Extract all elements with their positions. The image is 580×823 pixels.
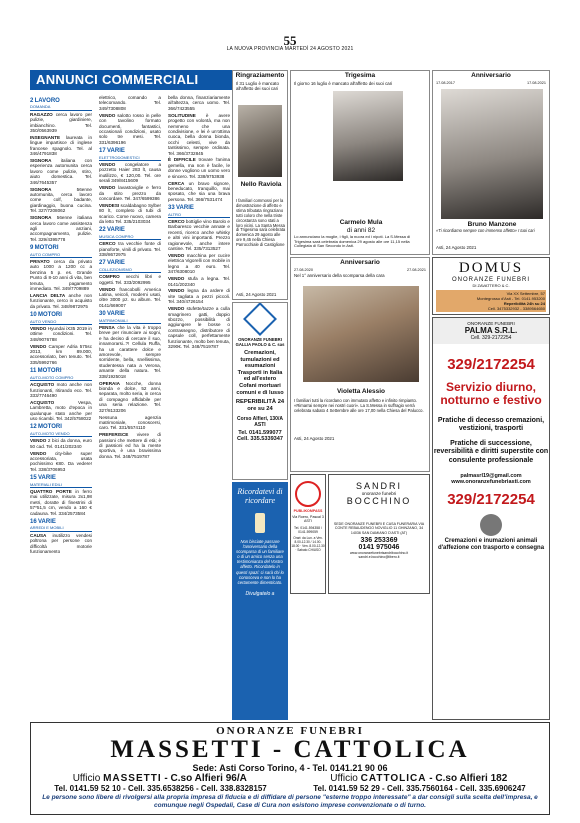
classified-ad xyxy=(30,135,92,157)
ricordatevi-footer: Divulgatelo a xyxy=(245,590,275,597)
obituaries-area xyxy=(232,70,550,720)
gallia-availability: REPERIBILITÀ 24 ore su 24 xyxy=(235,399,285,413)
ricordatevi-title: Ricordatevi di ricordare xyxy=(237,487,283,505)
obituary-header: Anniversario xyxy=(340,259,380,266)
category-name: VARIE xyxy=(37,475,56,482)
ad-text: macchina per cucire elettrica Vigorelli con mobile in legno a 40 euro. Tel. 347/6308010 xyxy=(168,252,231,275)
ad-keyword: VENDO xyxy=(168,252,185,258)
obituary-body: Lo annunciano la moglie, i figli, la nuora ed i nipoti. La S.Messa di Trigesima sarà celebrata domenica 29 agosto alle ore 11,15 nella Collegiata di San Secondo in Asti. xyxy=(294,234,411,249)
ad-keyword: VENDO xyxy=(30,450,47,456)
domus-address-2: Montegrosso d'Asti - Tel. 0141.953200 xyxy=(476,296,545,301)
ad-keyword: VENDO xyxy=(99,161,116,167)
classified-ad xyxy=(99,415,161,431)
classified-ad xyxy=(30,489,92,516)
ad-text: cerca da privato auto 1000 a 1200 cc a benzina 5 p. es. Grande Punto di 8-10 anni di vita, ben tenuta, pagamento immediato. Tel. 349/7709889 xyxy=(30,258,93,291)
anniversary-date-to: 27.08.2021 xyxy=(406,268,426,272)
ad-text: un bravo signore, beneducato, tranquillo, mai sposato, che sia una brava persona. Tel. 366/7531474 xyxy=(168,180,231,202)
ad-keyword: CAUSA xyxy=(30,532,47,538)
ad-keyword: VENDESI xyxy=(99,202,120,208)
obituary-date: Asti, 24 Agosto 2021 xyxy=(294,436,335,441)
ad-keyword: LANCIA DELTA xyxy=(30,292,66,298)
office-cattolica: Ufficio CATTOLICA - C.so Alfieri 182 xyxy=(330,773,508,784)
ad-category xyxy=(30,312,92,325)
domus-availability: Reperibilità 24h su 24 xyxy=(503,301,545,306)
classified-ad xyxy=(30,344,92,366)
section-banner: ANNUNCI COMMERCIALI xyxy=(30,70,232,90)
ad-text: vivere di passioni che mettere di età; è di passioni ed ha la mente sportiva, è una bravissima donna. Tel. 348/7519787 xyxy=(99,432,161,459)
category-number: 27 xyxy=(99,260,106,267)
palma-email: palmasrl19@gmail.com xyxy=(460,473,522,480)
ad-text: tra vecchie fonte di pianoforte, vinili di privato. Tel. 338/8672975 xyxy=(99,241,161,258)
classified-ad xyxy=(30,112,92,134)
ad-category xyxy=(168,205,230,218)
ad-keyword: PENSA xyxy=(99,325,115,331)
ad-text: è avere progetto con volontà, ma non nemmeno che una condivisione, e lei è un'ottima cuoca, bella donna bionda, occhi celesti, vive da tantissimo, sempre ordinata. Tel. 366/3732845 xyxy=(168,112,230,156)
category-number: 22 xyxy=(99,227,106,234)
ad-keyword: ACQUISTO xyxy=(30,399,55,405)
classified-ad xyxy=(30,451,92,473)
category-number: 30 xyxy=(99,311,106,318)
obituary-intro: Il giorno 16 luglio è mancato all'affetto dei suoi cari xyxy=(294,81,393,86)
ad-text: Camper Adria 575sc 2013, km 89.000, accessoriato, ben tenuto. Tel. 335/5992766 xyxy=(30,343,92,365)
portrait-photo xyxy=(441,89,543,219)
ad-text: elettrico, comando a telecomando. Tel. 349/7308808 xyxy=(99,95,161,111)
palma-website: www.onoranzefunebriasti.com xyxy=(451,479,531,486)
sandri-name-2: BOCCHINO xyxy=(346,496,412,506)
ad-text: bella donna, finanziariamente all'altezza, cerca uomo. Tel. 366/7423555 xyxy=(168,95,230,111)
sandri-office: SEDE ONORANZE FUNEBRI E CASA FUNERARIA VIA CONTE REBAUDENGO NOVIGLIO 11 GHINZANO, 34 14036 SAN DAMIANO D'ASTI (AT) xyxy=(333,522,425,535)
ad-keyword: ACQUISTO xyxy=(30,382,55,388)
ad-keyword: VENDO xyxy=(168,276,185,282)
publikompass-ad xyxy=(290,474,326,594)
sandri-email: sandri.e.bocchino@libero.it xyxy=(358,555,400,560)
publikompass-brand: PUBLIKOMPASS xyxy=(293,509,323,513)
ad-keyword: VENDO xyxy=(30,438,47,444)
category-sub: MATRIMONIALI xyxy=(99,318,161,324)
ad-text: italiana con esperienza automunita cerca lavoro come pulizie, stiro, aiuto domestica. Tel. 346/7645357 xyxy=(30,158,92,185)
portrait-photo xyxy=(333,91,403,181)
category-name: MOTORI xyxy=(34,245,59,252)
gallia-name: ONORANZE FUNEBRI GALLIA PAOLO & C. sas xyxy=(235,337,285,347)
classified-ad xyxy=(99,325,161,379)
classified-ad xyxy=(168,113,230,156)
category-number: 10 xyxy=(30,312,37,319)
ad-category xyxy=(99,260,161,273)
domus-subtitle-2: DI ZAVATTERO & C. xyxy=(472,283,510,288)
obituary-name: Carmelo Mula xyxy=(339,219,383,226)
ad-keyword: VENDO xyxy=(99,185,116,191)
sandri-bocchino-ad xyxy=(328,474,430,594)
category-sub: COLLEZIONISMO xyxy=(99,267,161,273)
ad-category xyxy=(30,424,92,437)
ad-keyword: SIGNORA xyxy=(30,186,52,192)
classified-ad xyxy=(99,95,161,111)
gallia-cell: Cell. 335.5339347 xyxy=(236,436,284,443)
palma-phone: 329/2172254 xyxy=(447,356,535,373)
ad-text: lavastoviglie e ferro da stiro prezzo da concordare. Tel. 347/6599386 xyxy=(99,185,162,201)
classified-ads xyxy=(30,95,230,705)
classified-ad xyxy=(168,288,230,304)
classified-ad xyxy=(168,219,230,251)
palma-cell: Cell. 329-2172254 xyxy=(470,335,512,341)
category-number: 9 xyxy=(30,245,34,252)
classified-ad xyxy=(168,95,230,111)
sandri-phone-1: 336 253369 xyxy=(360,537,398,545)
ad-keyword: PREFERISCE xyxy=(99,432,129,438)
obituary-quote: «Ti ricordiamo sempre con immenso affetto» I tuoi cari xyxy=(436,228,535,233)
obituary-header: Anniversario xyxy=(471,72,511,79)
anniversary-date-to: 17.08.2021 xyxy=(526,81,546,85)
obituary-header: Ringraziamento xyxy=(235,72,285,79)
obituary-name: Violetta Alessio xyxy=(336,388,386,395)
ad-text: cerca lavoro per pulizie, giardiniere, imbianchino. Tel. 350/0563939 xyxy=(30,111,92,134)
ad-category xyxy=(30,245,92,258)
category-number: 33 xyxy=(168,205,175,212)
category-sub: AUTO-MOTO COMPRO xyxy=(30,375,92,381)
sandri-name: SANDRI xyxy=(355,481,402,491)
gallia-logo-icon xyxy=(243,302,277,336)
classified-ad xyxy=(30,533,92,555)
classified-ad xyxy=(30,158,92,185)
ad-category xyxy=(99,311,161,324)
ad-text: stufette/tazze a culla smagrinero gatti, doppio sbozzo, possibilità di aggiungere le bosse o contrassegno, distributore di capsule coll, perfettamente funzionante, molto ben tenuta, 3290€. Tel. 348/7519787 xyxy=(168,306,230,349)
ricordatevi-ad xyxy=(232,482,288,720)
ad-keyword: VENDO xyxy=(99,112,116,118)
footer-pre: ONORANZE FUNEBRI xyxy=(216,725,364,737)
sandri-website: www.onoranzefunebrisandribocchino.it xyxy=(349,551,409,556)
category-name: VARIE xyxy=(37,519,56,526)
ad-text: in ferro mai utilizzate, misura 2x1,98 metri, doratte di finestrini di 57*51,5 cm, vendo a 160 € cadauna. Tel. 334/2573584 xyxy=(30,489,92,516)
obituary-body: I familiari tutti la ricordano con immutato affetto e infinito rimpianto. «Rimarrai sempre nei nostri cuori». La S.Messa in suffragio verrà celebrata sabato 4 Settembre alle ore 17,00 nella Chiesa del Palucco. xyxy=(294,398,424,414)
ad-keyword: RAGAZZO xyxy=(30,111,53,117)
anniversary-date-from: 17.08.2017 xyxy=(436,81,456,85)
ad-text: vecchi libri e oggetti. Tel. 333/2092995 xyxy=(99,274,161,285)
domus-subtitle: ONORANZE FUNEBRI xyxy=(451,277,530,283)
palma-ad xyxy=(432,317,550,720)
category-number: 11 xyxy=(30,368,37,375)
ad-keyword: CERCO xyxy=(99,241,116,247)
category-name: VARIE xyxy=(106,148,125,155)
footer-name: MASSETTI - CATTOLICA xyxy=(110,736,470,763)
classified-ad xyxy=(99,287,161,309)
ad-keyword: SIGNORA xyxy=(30,158,52,164)
classified-ad xyxy=(99,432,161,459)
publikompass-tel: Tel. 0141.594358 / 0141.599059 xyxy=(294,525,322,535)
gallia-tel: Tel. 0141.599077 xyxy=(238,430,282,437)
category-name: MOTORI xyxy=(37,424,62,431)
ad-text: stufa a legna. Tel. 0141/202340 xyxy=(168,276,230,287)
ad-keyword: SIGNORA xyxy=(30,215,52,221)
portrait-photo xyxy=(303,286,419,382)
classified-ad xyxy=(99,381,161,413)
massetti-cattolica-ad xyxy=(30,722,550,815)
ad-keyword: VENDO xyxy=(168,288,185,294)
gallia-services: Cremazioni, tumulazioni ed esumazioni Trasporti in Italia ed all'estero Cofani mortuari comuni e di lusso xyxy=(236,350,284,396)
category-name: MOTORI xyxy=(37,368,62,375)
classified-ad xyxy=(99,113,161,145)
office-massetti: Ufficio MASSETTI - C.so Alfieri 96/A xyxy=(72,773,247,784)
palma-pre: ONORANZE FUNEBRI xyxy=(467,321,515,326)
sandri-subtitle: onoranze funebri xyxy=(361,491,397,496)
ad-text: Nocche, donna bionda e dolce, 52 anni, separata, molto seria, in cerca di compagno affidabile per una seria relazione. Tel. 327/8133206 xyxy=(99,380,161,413)
ad-text: 2 bici da donna, euro 50 cad. Tel. 0141/202340 xyxy=(30,438,92,449)
ad-keyword: CERCO xyxy=(168,219,185,225)
page-number: 55 xyxy=(283,33,297,48)
category-name: VARIE xyxy=(106,227,125,234)
domus-cell: Cell. 3475332932 - 3389564650 xyxy=(487,306,545,311)
footer-sede: Sede: Asti Corso Torino, 4 - Tel. 0141.21 90 06 xyxy=(192,763,388,773)
ad-category xyxy=(30,475,92,488)
footer-note: Le persone sono libere di rivolgersi alla propria impresa di fiducia e di diffidare di persone "esterne troppo interessate" a dar consigli sulla scelta dell'impresa, e comunque negli Ospedali, Case di Cura non esistono imprese convenzionate o di turno. xyxy=(42,794,538,809)
category-name: VARIE xyxy=(106,260,125,267)
ad-text: anche non funzionante, cerco in acquisto da privato. Tel. 348/9872975 xyxy=(30,292,92,309)
ad-text: trovare l'anima gemella, ma non è facile, le donne vogliono un uomo vero e sincero. Tel. 338/9753938 xyxy=(168,157,230,179)
obituary-name: Nello Raviola xyxy=(240,181,282,188)
cattolica-phones: Tel. 0141.59 52 29 - Cell. 335.7560164 - Cell. 335.6906247 xyxy=(313,784,526,793)
classified-ad xyxy=(30,259,92,291)
ad-text: francobolli America Latina, veicoli, moderni usati, oltre 3000 pz. su album. Tel. 0141/669007 xyxy=(99,286,161,308)
category-name: VARIE xyxy=(106,311,125,318)
ad-text: Vespa, Lambretta, moto d'epoca in qualunque stato anche per uso ricambi. Tel. 342/5758022 xyxy=(30,399,92,422)
massetti-phones: Tel. 0141.59 52 10 - Cell. 335.6538256 - Cell. 338.8328157 xyxy=(54,784,267,793)
publikompass-hours: Orari: da Lun. a Ven. 8.00-12.30 / 14.00-18.00 · Ven. 8.00-12.30 · Sabato CHIUSO xyxy=(291,536,325,553)
portrait-photo xyxy=(238,105,282,177)
ads-column-1 xyxy=(30,95,92,556)
category-number: 15 xyxy=(30,475,37,482)
ad-text: inutilizzo vendesi poltrona per persone con difficoltà motorie funzionamento xyxy=(30,532,93,555)
publikompass-address: Via Roero, Pascal 3 ASTI xyxy=(292,515,324,524)
obituary-anniversario-1 xyxy=(432,70,550,255)
category-name: LAVORO xyxy=(34,98,60,104)
classified-ad xyxy=(30,293,92,309)
category-sub: DOMANDA xyxy=(30,104,92,110)
category-sub: ALTRO xyxy=(168,212,230,218)
ad-text: 56enne italiana cerca lavoro come assistenza agli anziani, accompagnamento, pulizie. Tel. 329/4395778 xyxy=(30,215,92,242)
ad-category xyxy=(30,519,92,532)
category-name: VARIE xyxy=(175,205,194,212)
classified-ad xyxy=(168,181,230,203)
ads-column-2 xyxy=(99,95,161,461)
classified-ad xyxy=(99,162,161,184)
ad-keyword: VENDO xyxy=(30,325,47,331)
ads-column-3 xyxy=(168,95,230,351)
ad-text: laureata in lingue impartisce di inglese francese spagnolo. Tel. al 346/4791838 xyxy=(30,134,93,157)
anniversary-date-from: 27.08.2020 xyxy=(294,268,314,272)
palma-practice-2: Pratiche di successione, reversibilità e diritti superstite con consulente professionale xyxy=(433,439,549,464)
obituary-header: Trigesima xyxy=(344,72,376,79)
ricordatevi-body: Non bisciate passare l'anniversario della scomparsa di un familiare o di un amico senza una testimonianza del Vostro affetto. Ricordatelo in questi spazi: ci sarà chi lo conosceva e non lo ha certamente dimenticato. xyxy=(236,539,284,585)
obituary-trigesima xyxy=(290,70,430,255)
classified-ad xyxy=(99,185,161,201)
category-sub: AUTO-MOTO VENDO xyxy=(30,431,92,437)
obituary-body: I familiari commossi per la dimostrazione di affetto e stima tributata ringraziano tutti coloro che nella triste circostanza sono stati a loro vicini. La Santa Messa di Trigesima sarà celebrata domenica 29 agosto alle ore 9,45 nella Chiesa Parrocchiale di Castiglione xyxy=(236,198,286,248)
palma-name: PALMA S.R.L. xyxy=(464,326,518,335)
masthead-line: LA NUOVA PROVINCIA MARTEDÌ 24 AGOSTO 2021 xyxy=(226,46,354,52)
obituary-ringraziamento xyxy=(232,70,288,300)
obituary-age: di anni 82 xyxy=(346,227,376,234)
publikompass-logo-icon xyxy=(295,481,321,507)
ad-text: Nessuna agenzia matrimoniale, conoscersi, caro. Tel. 331/5574110 xyxy=(99,414,161,431)
classified-ad xyxy=(99,203,161,225)
classified-ad xyxy=(168,276,230,287)
ad-text: Hyundai iX35 2019 in ottime condizioni. Tel. 348/9076788 xyxy=(30,325,92,342)
category-sub: ARREDI E MOBILI xyxy=(30,525,92,531)
gallia-address: Corso Alfieri, 130/A ASTI xyxy=(237,416,283,429)
classified-ad xyxy=(168,157,230,179)
ad-category xyxy=(30,368,92,381)
sandri-phone-2: 0141 975046 xyxy=(358,544,400,552)
category-sub: AUTO VENDO xyxy=(30,319,92,325)
category-name: MOTORI xyxy=(37,312,62,319)
domus-name: DOMUS xyxy=(458,260,524,276)
obituary-intro: Il 31 Luglio è mancato all'affetto dei suoi cari xyxy=(236,81,279,92)
category-sub: ELETTRODOMESTICI xyxy=(99,155,161,161)
obituary-date: Asti, 24 Agosto 2021 xyxy=(236,291,277,297)
category-number: 2 xyxy=(30,98,34,104)
ad-keyword: VENDO xyxy=(99,286,116,292)
classified-ad xyxy=(30,326,92,342)
classified-ad xyxy=(30,438,92,449)
classified-ad xyxy=(99,274,161,285)
palma-footer: Cremazioni e inumazioni animali d'affezione con trasporto e consegna xyxy=(437,538,545,552)
category-sub: AUTO COMPRO xyxy=(30,252,92,258)
obituary-anniversario-2 xyxy=(290,257,430,472)
domus-address-1: Via XX Settembre, 57 xyxy=(506,291,545,296)
obituary-intro: Nel 1° anniversario della scomparsa della cara xyxy=(294,273,385,279)
classified-ad xyxy=(30,215,92,242)
ad-category xyxy=(30,98,92,111)
ad-text: che la vita è troppo breve per rinunciare ai sogni, e ha deciso di cercare il suo, innamorarsi..?! Cellula Ruffa, ha un carattere dolce e amorevole, sempre sorridente, bella, snellissima, studentessa nata a Verona, amante della natura. Tel. 338/1925018 xyxy=(99,325,161,379)
classified-ad xyxy=(30,382,92,398)
ad-text: bottiglie vino Barolo e Barbaresco vecchie annate e recenti, ricerco anche whisky e altri vini importanti. Prezzo ragionevole, anche intere cantine. Tel. 335/7313527 xyxy=(168,219,230,252)
category-number: 16 xyxy=(30,519,37,526)
ad-text: scaldabagno Sylber 80 lt, completo di tubi di scarico. Come nuovo, camera da letto Tel. 335/2103034 xyxy=(99,202,161,225)
paw-icon xyxy=(480,514,502,536)
category-sub: MATERIALI EDILI xyxy=(30,482,92,488)
ad-category xyxy=(99,148,161,161)
ad-keyword: SOLITUDINE xyxy=(168,112,196,118)
ad-keyword: CERCA xyxy=(168,180,185,186)
classified-ad xyxy=(30,187,92,214)
ad-text: 56enne automunita, cerca lavoro come colf, badante, giardinaggio, buona cucina. Tel. 327/7208062 xyxy=(30,186,92,214)
obituary-date: Asti, 24 Agosto 2021 xyxy=(436,245,477,250)
category-number: 17 xyxy=(99,148,106,155)
ad-category xyxy=(99,227,161,240)
domus-ad xyxy=(432,257,550,315)
obituary-name: Bruno Manzone xyxy=(467,221,517,228)
classified-ad xyxy=(168,306,230,349)
masthead xyxy=(0,0,580,50)
ad-text: city-bike super accessoriata, usata pochissimo €80. Da vedere! Tel. 338/3706953 xyxy=(30,450,92,472)
gallia-funeral-ad xyxy=(232,302,288,480)
ad-text: moto anche non funzionanti, ritirando eco. Tel. 333/7746490 xyxy=(30,382,92,398)
ad-text: salotto rosso in pelle con tavolino formato documenti, fantastici, occasionali condizioni, usato solo tre mesi. Tel. 331/6396196 xyxy=(99,112,161,145)
ad-text: congelatore a pozzetto Haier 283 lt, causa inutilizzo, € 120,00. Tel. ore serali 349/8415609 xyxy=(99,161,161,184)
palma-service: Servizio diurno, notturno e festivo xyxy=(440,380,542,407)
classified-ad xyxy=(168,253,230,275)
palma-practice-1: Pratiche di decesso cremazioni, vestizioni, trasporti xyxy=(437,417,545,433)
ad-keyword: VENDO xyxy=(30,343,47,349)
candle-icon xyxy=(255,513,265,533)
ad-keyword: PRIVATO xyxy=(30,258,50,264)
palma-phone-2: 329/2172254 xyxy=(447,491,535,509)
ad-keyword: VENDO xyxy=(168,306,185,312)
category-sub: MUSICA COMPRO xyxy=(99,234,161,240)
ad-keyword: COMPRO xyxy=(99,274,120,280)
classified-ad xyxy=(30,400,92,422)
category-number: 12 xyxy=(30,424,37,431)
ad-keyword: INSEGNANTE xyxy=(30,134,61,140)
ad-keyword: È DIFFICILE xyxy=(168,157,196,163)
ad-keyword: QUATTRO PORTE xyxy=(30,489,72,494)
ad-keyword: OPERAIA xyxy=(99,380,120,386)
ad-text: legna da ardere di vite tagliata a pezzi piccoli. Tel. 340/4726154 xyxy=(168,288,230,305)
classified-ad xyxy=(99,241,161,257)
